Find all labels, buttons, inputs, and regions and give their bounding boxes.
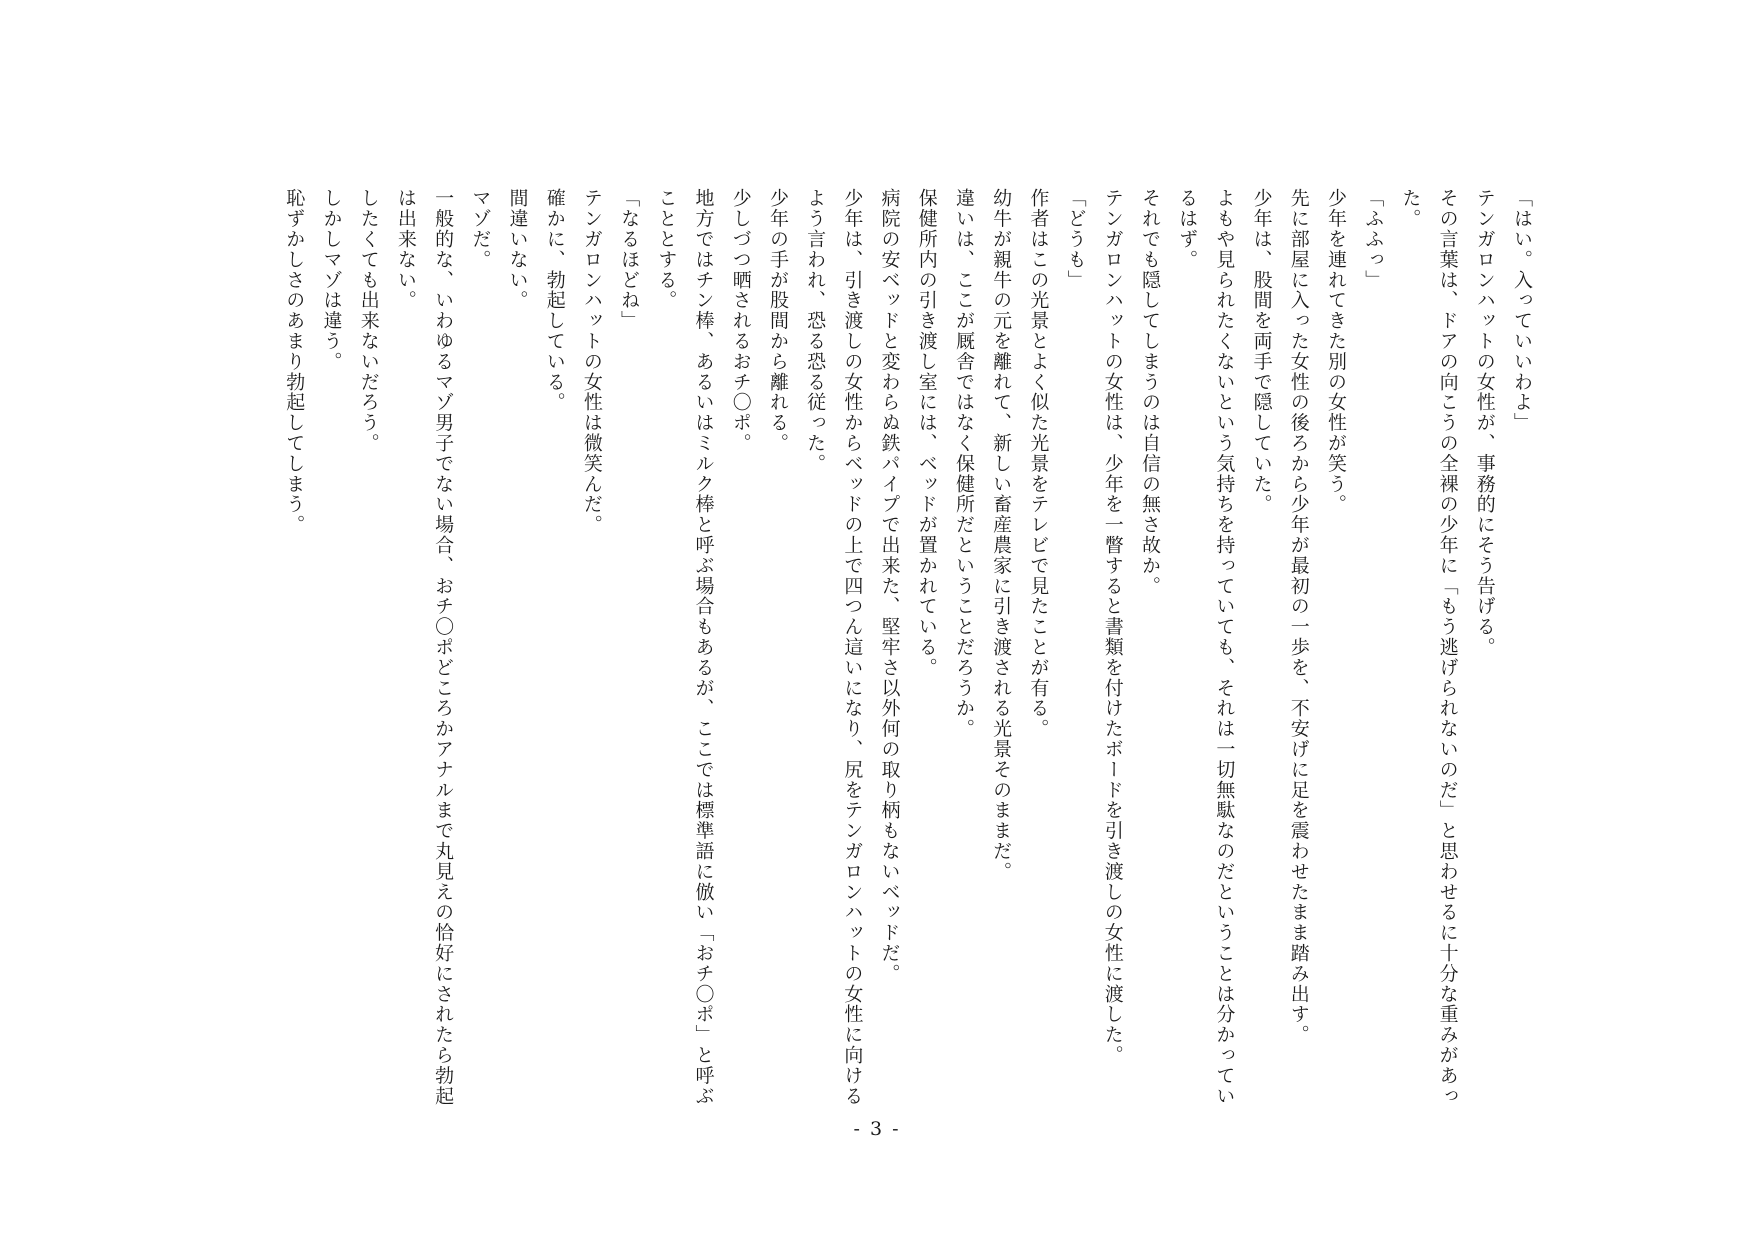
paragraph: 少しづつ晒されるおチ〇ポ。 — [729, 188, 752, 454]
paragraph: 「どうも」 — [1064, 188, 1087, 290]
paragraph: テンガロンハットの女性が、事務的にそう告げる。 — [1473, 188, 1496, 658]
paragraph: 地方ではチン棒、あるいはミルク棒と呼ぶ場合もあるが、ここでは標準語に倣い「おチ〇ポ」と呼ぶこととする。 — [655, 188, 715, 1106]
paragraph: 保健所内の引き渡し室には、ベッドが置かれている。 — [915, 188, 938, 678]
paragraph: 病院の安ベッドと変わらぬ鉄パイプで出来た、堅牢さ以外何の取り柄もないベッドだ。 — [878, 188, 901, 984]
paragraph: 「ふふっ」 — [1362, 188, 1385, 290]
vertical-text-body — [200, 188, 1540, 1108]
paragraph: しかしマゾは違う。 — [320, 188, 343, 372]
paragraph: それでも隠してしまうのは自信の無さ故か。 — [1138, 188, 1161, 596]
paragraph: 間違いない。 — [506, 188, 529, 311]
paragraph: 少年は、股間を両手で隠していた。 — [1250, 188, 1273, 515]
paragraph: マゾだ。 — [469, 188, 492, 270]
paragraph: その言葉は、ドアの向こうの全裸の少年に「もう逃げられないのだ」と思わせるに十分な重みがあった。 — [1399, 188, 1459, 1106]
paragraph: 先に部屋に入った女性の後ろから少年が最初の一歩を、不安げに足を震わせたまま踏み出す。 — [1287, 188, 1310, 1045]
paragraph: 「はい。入っていいわよ」 — [1511, 188, 1533, 433]
paragraph: 一般的な、いわゆるマゾ男子でない場合、おチ〇ポどころかアナルまで丸見えの恰好にされたら勃起は出来ない。 — [394, 188, 455, 1106]
paragraph: 確かに、勃起している。 — [543, 188, 566, 413]
paragraph: テンガロンハットの女性は、少年を一瞥すると書類を付けたボードを引き渡しの女性に渡した。 — [1101, 188, 1124, 1066]
paragraph: 違いは、ここが厩舎ではなく保健所だということだろうか。 — [952, 188, 975, 739]
paragraph: 少年の手が股間から離れる。 — [766, 188, 789, 454]
paragraph: 「なるほどね」 — [618, 188, 641, 331]
paragraph: よもや見られたくないという気持ちを持っていても、それは一切無駄なのだということは分かっているはず。 — [1176, 188, 1236, 1106]
paragraph: 幼牛が親牛の元を離れて、新しい畜産農家に引き渡される光景そのままだ。 — [990, 188, 1013, 882]
paragraph: 少年を連れてきた別の女性が笑う。 — [1324, 188, 1347, 515]
paragraph: したくても出来ないだろう。 — [357, 188, 380, 454]
paragraph: 作者はこの光景とよく似た光景をテレビで見たことが有る。 — [1027, 188, 1050, 739]
paragraph: 恥ずかしさのあまり勃起してしまう。 — [283, 188, 306, 535]
paragraph: テンガロンハットの女性は微笑んだ。 — [580, 188, 603, 535]
page-number: - 3 - — [853, 1118, 901, 1140]
paragraph: 少年は、引き渡しの女性からベッドの上で四つん這いになり、尻をテンガロンハットの女性に向けるよう言われ、恐る恐る従った。 — [804, 188, 864, 1106]
